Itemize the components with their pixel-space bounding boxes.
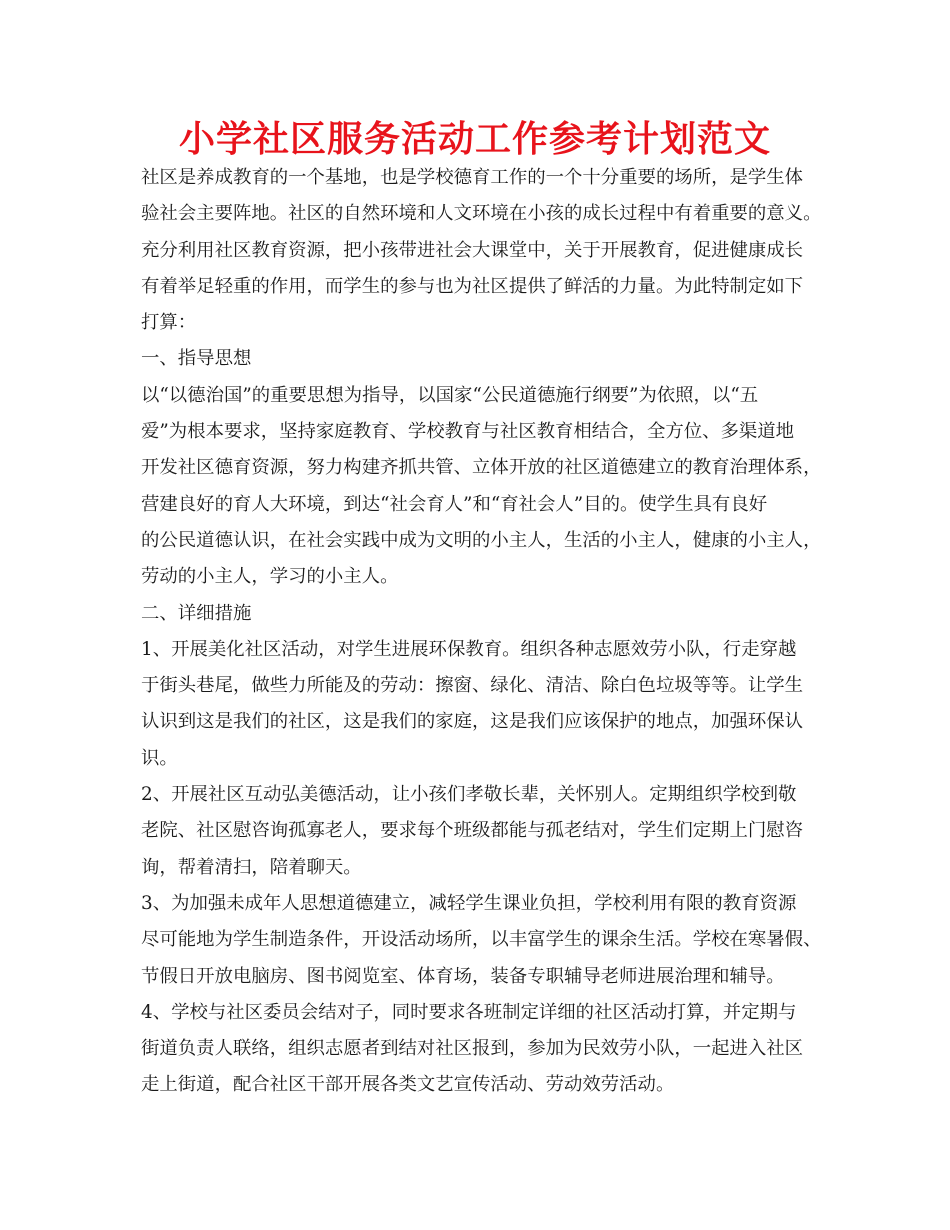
text-line: 社区是养成教育的一个基地，也是学校德育工作的一个十分重要的场所，是学生体 xyxy=(141,167,804,188)
document-title: 小学社区服务活动工作参考计划范文 xyxy=(178,119,771,160)
text-line: 2、开展社区互动弘美德活动，让小孩们孝敬长辈，关怀别人。定期组织学校到敬 xyxy=(141,784,797,806)
text-line: 询，帮着清扫，陪着聊天。 xyxy=(141,856,362,878)
text-line: 劳动的小主人，学习的小主人。 xyxy=(141,566,399,588)
text-line: 于街头巷尾，做些力所能及的劳动：擦窗、绿化、清洁、除白色垃圾等等。让学生 xyxy=(141,675,804,697)
text-line: 充分利用社区教育资源，把小孩带进社会大课堂中，关于开展教育，促进健康成长 xyxy=(141,239,804,261)
document-body xyxy=(141,160,831,1104)
text-line: 验社会主要阵地。社区的自然环境和人文环境在小孩的成长过程中有着重要的意义。 xyxy=(141,203,822,225)
text-line: 以“以德治国”的重要思想为指导，以国家“公民道德施行纲要”为依照，以“五 xyxy=(141,384,759,406)
text-line: 1、开展美化社区活动，对学生进展环保教育。组织各种志愿效劳小队，行走穿越 xyxy=(141,638,797,660)
text-line: 识。 xyxy=(141,747,178,769)
text-line: 爱”为根本要求，坚持家庭教育、学校教育与社区教育相结合，全方位、多渠道地 xyxy=(141,421,795,443)
text-line: 4、学校与社区委员会结对子，同时要求各班制定详细的社区活动打算，并定期与 xyxy=(141,1001,797,1023)
text-line: 有着举足轻重的作用，而学生的参与也为社区提供了鲜活的力量。为此特制定如下 xyxy=(141,275,804,297)
text-line: 街道负责人联络，组织志愿者到结对社区报到，参加为民效劳小队，一起进入社区 xyxy=(141,1038,804,1060)
text-line: 开发社区德育资源，努力构建齐抓共管、立体开放的社区道德建立的教育治理体系， xyxy=(141,457,822,479)
text-line: 营建良好的育人大环境，到达“社会育人”和“育社会人”目的。使学生具有良好 xyxy=(141,493,768,515)
section-heading: 一、指导思想 xyxy=(141,348,252,370)
text-line: 3、为加强未成年人思想道德建立，减轻学生课业负担，学校利用有限的教育资源 xyxy=(141,892,797,914)
text-line: 的公民道德认识，在社会实践中成为文明的小主人，生活的小主人，健康的小主人， xyxy=(141,529,822,551)
text-line: 节假日开放电脑房、图书阅览室、体育场，装备专职辅导老师进展治理和辅导。 xyxy=(141,965,785,987)
text-line: 走上街道，配合社区干部开展各类文艺宣传活动、劳动效劳活动。 xyxy=(141,1074,675,1096)
text-line: 老院、社区慰咨询孤寡老人，要求每个班级都能与孤老结对，学生们定期上门慰咨 xyxy=(141,820,804,842)
text-line: 打算： xyxy=(141,312,197,334)
text-line: 认识到这是我们的社区，这是我们的家庭，这是我们应该保护的地点，加强环保认 xyxy=(141,711,804,733)
section-heading: 二、详细措施 xyxy=(141,602,252,624)
text-line: 尽可能地为学生制造条件，开设活动场所，以丰富学生的课余生活。学校在寒暑假、 xyxy=(141,929,822,951)
